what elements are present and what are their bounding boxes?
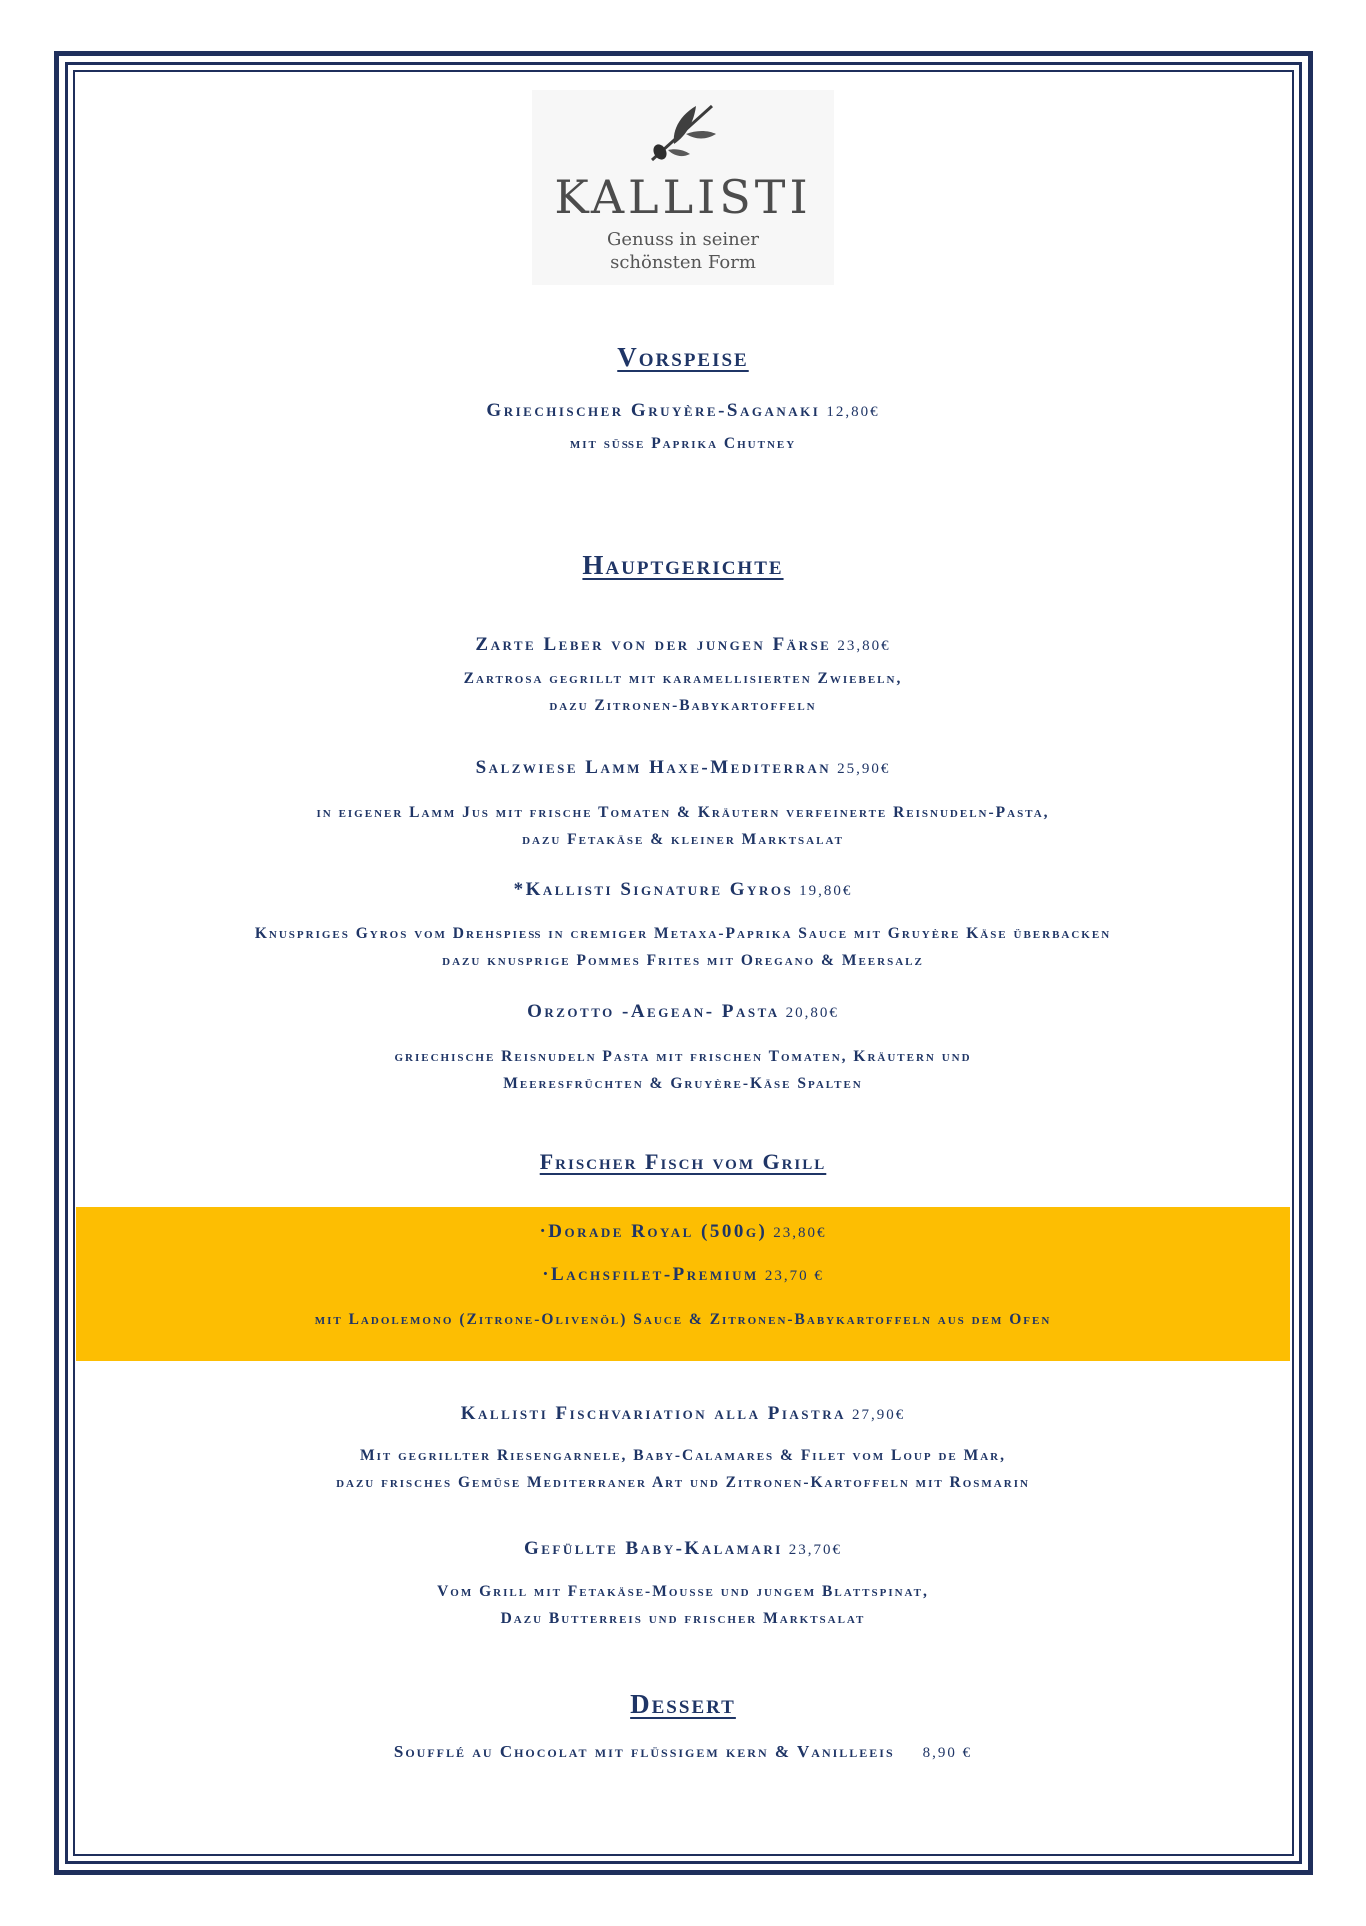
dish-desc-line: dazu knusprige Pommes Frites mit Oregano & Meersalz	[442, 952, 924, 969]
dish-name	[74, 879, 1292, 901]
dish-price: 19,80€	[799, 883, 853, 899]
dish-desc	[74, 1578, 1292, 1632]
dish-price: 20,80€	[785, 1005, 839, 1021]
dish-price: 8,90 €	[922, 1745, 973, 1761]
dish-name	[74, 400, 1292, 422]
dish-name	[74, 1264, 1292, 1286]
dish-desc-line: griechische Reisnudeln Pasta mit frischen Tomaten, Kräutern und	[394, 1048, 972, 1065]
dish-name	[74, 1403, 1292, 1425]
dish-desc-line: Vom Grill mit Fetakäse-Mousse und jungem Blattspinat,	[437, 1583, 929, 1600]
logo-tagline-line-1: Genuss in seiner	[607, 229, 759, 250]
section-title-fisch: Frischer Fisch vom Grill	[539, 1149, 827, 1174]
dish-desc-line: in eigener Lamm Jus mit frische Tomaten & Kräutern verfeinerte Reisnudeln-Pasta,	[316, 804, 1050, 821]
dish-title: Gefüllte Baby-Kalamari	[523, 1538, 783, 1559]
dish-name	[74, 757, 1292, 779]
dish-desc-line: Zartrosa gegrillt mit karamellisierten Zwiebeln,	[463, 670, 903, 687]
dish-title: Kallisti Fischvariation alla Piastra	[460, 1403, 846, 1424]
dish-price: 23,80€	[773, 1225, 827, 1241]
dish-desc-line: Dazu Butterreis und frischer Marktsalat	[500, 1610, 866, 1627]
dish-title: Soufflé au Chocolat mit flüssigem kern & Vanilleeis	[393, 1742, 895, 1761]
dish-desc-line: Knuspriges Gyros vom Drehspieß in cremiger Metaxa-Paprika Sauce mit Gruyère Käse überbacken	[254, 925, 1112, 942]
dish-price: 23,80€	[837, 638, 891, 654]
dish-name	[74, 1221, 1292, 1243]
dish-desc: mit Ladolemono (Zitrone-Olivenöl) Sauce & Zitronen-Babykartoffeln aus dem Ofen	[314, 1311, 1052, 1328]
section-title-dessert: Dessert	[630, 1689, 736, 1719]
dish-desc	[74, 665, 1292, 719]
logo-tagline	[532, 228, 834, 274]
dish-price: 25,90€	[837, 761, 891, 777]
dish-title: *Kallisti Signature Gyros	[513, 879, 794, 900]
dish-desc-line: dazu Fetakäse & kleiner Marktsalat	[522, 831, 844, 848]
dish-name	[74, 634, 1292, 656]
dish-title: Griechischer Gruyère-Saganaki	[486, 400, 821, 421]
dish-title: Zarte Leber von der jungen Färse	[475, 634, 832, 655]
dish-name	[74, 1001, 1292, 1023]
dish-desc: mit süße Paprika Chutney	[569, 435, 797, 452]
dish-desc	[74, 799, 1292, 853]
dish-title: Orzotto -Aegean- Pasta	[527, 1001, 780, 1022]
dish-desc	[74, 1043, 1292, 1097]
dish-name	[74, 1538, 1292, 1560]
dish-price: 23,70€	[788, 1542, 843, 1558]
dish-desc-line: Meeresfrüchten & Gruyère-Käse Spalten	[503, 1075, 863, 1092]
logo-tagline-line-2: schönsten Form	[610, 252, 756, 273]
olive-branch-icon	[646, 100, 720, 166]
dish-price: 23,70 €	[764, 1268, 824, 1284]
dish-price: 12,80€	[826, 404, 880, 420]
dish-desc	[74, 1442, 1292, 1496]
dish-desc-line: dazu Zitronen-Babykartoffeln	[549, 697, 817, 714]
section-title-hauptgerichte: Hauptgerichte	[582, 550, 784, 580]
dish-title: ·Dorade Royal (500g)	[539, 1221, 768, 1242]
dish-desc-line: dazu frisches Gemüse Mediterraner Art und Zitronen-Kartoffeln mit Rosmarin	[336, 1474, 1030, 1491]
dish-desc-line: Mit gegrillter Riesengarnele, Baby-Calamares & Filet vom Loup de Mar,	[360, 1447, 1006, 1464]
dish-title: ·Lachsfilet-Premium	[542, 1264, 759, 1285]
dish-desc	[74, 920, 1292, 974]
dish-price: 27,90€	[851, 1407, 906, 1423]
logo-name: KALLISTI	[554, 170, 812, 224]
dish-name	[74, 1738, 1292, 1767]
section-title-vorspeise: Vorspeise	[617, 342, 749, 372]
dish-title: Salzwiese Lamm Haxe-Mediterran	[475, 757, 832, 778]
logo	[532, 90, 834, 285]
